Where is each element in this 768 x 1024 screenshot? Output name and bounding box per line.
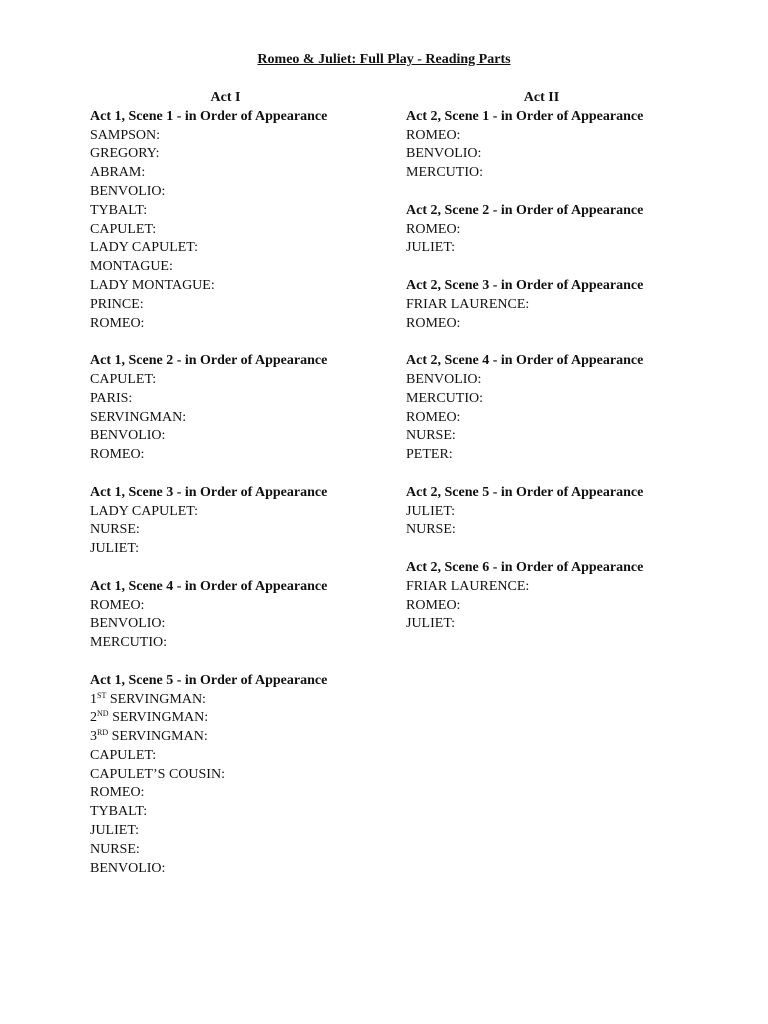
ordinal-number: 2 — [90, 710, 97, 726]
character-name: TYBALT: — [90, 202, 148, 218]
character-name: BENVOLIO: — [406, 146, 482, 162]
character-name: TYBALT: — [90, 804, 148, 820]
character-name: JULIET: — [90, 823, 140, 839]
character-name: BENVOLIO: — [90, 428, 166, 444]
scene-heading: Act 1, Scene 1 - in Order of Appearance — [90, 108, 328, 124]
scene-heading: Act 1, Scene 3 - in Order of Appearance — [90, 484, 328, 500]
scene-heading: Act 2, Scene 4 - in Order of Appearance — [406, 353, 644, 369]
character-name: FRIAR LAURENCE: — [406, 578, 530, 594]
character-name: ROMEO: — [406, 409, 461, 425]
character-name: ROMEO: — [90, 315, 145, 331]
scene-block — [406, 484, 706, 540]
scene-heading: Act 2, Scene 2 - in Order of Appearance — [406, 202, 644, 218]
character-name: CAPULET’S COUSIN: — [90, 766, 225, 782]
scene-block — [406, 352, 706, 465]
act-heading: Act I — [210, 90, 241, 105]
character-name: JULIET: — [406, 240, 456, 256]
scene-block — [406, 202, 706, 258]
character-name: MERCUTIO: — [406, 165, 483, 181]
character-name: LADY MONTAGUE: — [90, 277, 215, 293]
character-name — [90, 728, 370, 747]
character-name: GREGORY: — [90, 146, 160, 162]
scene-heading: Act 1, Scene 4 - in Order of Appearance — [90, 578, 328, 594]
character-name: FRIAR LAURENCE: — [406, 296, 530, 312]
character-name: ROMEO: — [406, 221, 461, 237]
character-name: ROMEO: — [90, 597, 145, 613]
scene-block — [406, 277, 706, 333]
character-name: NURSE: — [90, 522, 140, 538]
act-2-column — [406, 89, 706, 653]
character-name: MERCUTIO: — [406, 390, 483, 406]
ordinal-suffix: ND — [97, 709, 109, 719]
character-name — [90, 709, 370, 728]
scene-heading: Act 2, Scene 3 - in Order of Appearance — [406, 277, 644, 293]
ordinal-suffix: RD — [97, 728, 109, 738]
character-name: MERCUTIO: — [90, 635, 167, 651]
character-name: PETER: — [406, 447, 453, 463]
ordinal-number: 1 — [90, 691, 97, 707]
character-name: JULIET: — [406, 503, 456, 519]
character-name: SAMPSON: — [90, 127, 161, 143]
scene-block — [406, 108, 706, 183]
character-name: CAPULET: — [90, 371, 157, 387]
scene-heading: Act 2, Scene 5 - in Order of Appearance — [406, 484, 644, 500]
scene-block — [90, 484, 370, 559]
character-name: ROMEO: — [406, 315, 461, 331]
scene-heading: Act 1, Scene 5 - in Order of Appearance — [90, 672, 328, 688]
scene-heading: Act 2, Scene 1 - in Order of Appearance — [406, 108, 644, 124]
character-name: ROMEO: — [406, 127, 461, 143]
character-name: LADY CAPULET: — [90, 503, 199, 519]
character-name: BENVOLIO: — [90, 616, 166, 632]
character-label: SERVINGMAN: — [108, 710, 209, 726]
character-name: SERVINGMAN: — [90, 409, 187, 425]
character-name: NURSE: — [406, 522, 456, 538]
character-name: CAPULET: — [90, 221, 157, 237]
character-name: JULIET: — [406, 616, 456, 632]
act-1-column — [90, 89, 370, 897]
character-name: NURSE: — [406, 428, 456, 444]
character-name: CAPULET: — [90, 747, 157, 763]
scene-block — [90, 578, 370, 653]
character-name: ROMEO: — [90, 447, 145, 463]
character-name: BENVOLIO: — [406, 371, 482, 387]
character-name — [90, 691, 370, 710]
character-name: JULIET: — [90, 541, 140, 557]
act-heading: Act II — [523, 90, 560, 105]
character-name: ROMEO: — [406, 597, 461, 613]
character-name: LADY CAPULET: — [90, 240, 199, 256]
character-name: ROMEO: — [90, 785, 145, 801]
character-name: NURSE: — [90, 841, 140, 857]
ordinal-number: 3 — [90, 729, 97, 745]
character-name: BENVOLIO: — [90, 183, 166, 199]
scene-heading: Act 1, Scene 2 - in Order of Appearance — [90, 353, 328, 369]
ordinal-suffix: ST — [97, 690, 107, 700]
character-label: SERVINGMAN: — [106, 691, 206, 707]
character-name: PRINCE: — [90, 296, 144, 312]
scene-block — [406, 559, 706, 634]
character-name: PARIS: — [90, 390, 133, 406]
character-name: MONTAGUE: — [90, 259, 173, 275]
scene-block — [90, 352, 370, 465]
scene-block — [90, 108, 370, 334]
scene-heading: Act 2, Scene 6 - in Order of Appearance — [406, 559, 644, 575]
character-name: ABRAM: — [90, 165, 146, 181]
character-label: SERVINGMAN: — [108, 729, 208, 745]
document-title: Romeo & Juliet: Full Play - Reading Parts — [257, 52, 511, 67]
scene-block — [90, 672, 370, 879]
character-name: BENVOLIO: — [90, 860, 166, 876]
